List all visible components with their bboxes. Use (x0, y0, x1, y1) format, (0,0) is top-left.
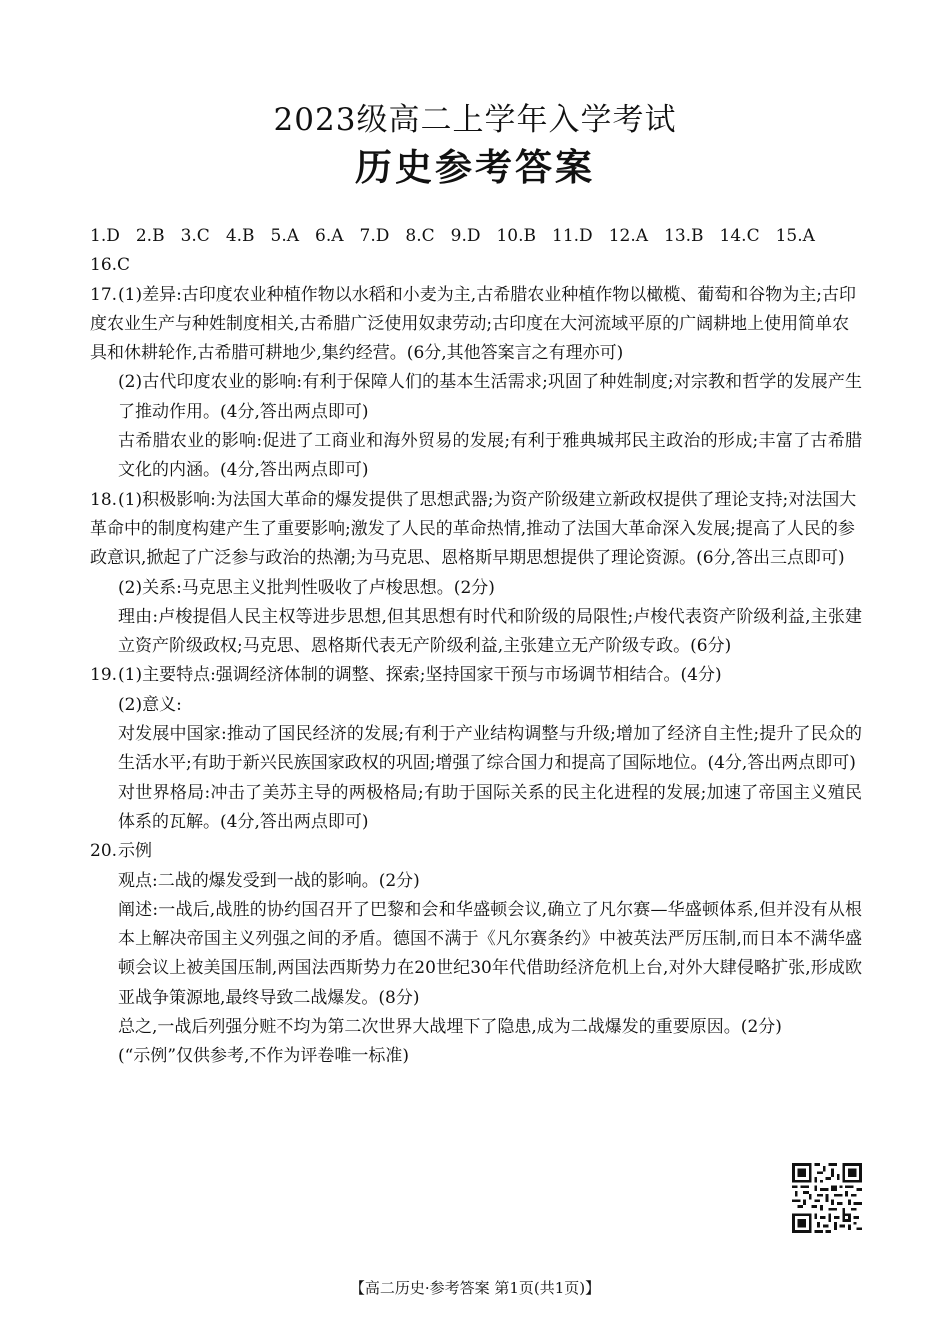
choice-answer: 6.A (315, 226, 344, 246)
q19-part4: 对世界格局:冲击了美苏主导的两极格局;有助于国际关系的民主化进程的发展;加速了帝国主义殖民体系的瓦解。(4分,答出两点即可) (118, 782, 862, 832)
question-number: 19. (90, 665, 118, 686)
question-number: 20. (90, 841, 118, 862)
choice-answer: 11.D (552, 226, 593, 246)
q19-part2: (2)意义: (118, 694, 182, 715)
question-18 (90, 486, 862, 574)
page-title: 2023级高二上学年入学考试 (273, 102, 677, 138)
q19-part3: 对发展中国家:推动了国民经济的发展;有利于产业结构调整与升级;增加了经济自主性;提升了民众的生活水平;有助于新兴民族国家政权的巩固;增强了综合国力和提高了国际地位。(4分,答出两点即可) (118, 724, 862, 774)
choice-answer: 13.B (664, 226, 704, 246)
question-number: 17. (90, 284, 118, 305)
q17-part2: (2)古代印度农业的影响:有利于保障人们的基本生活需求;巩固了种姓制度;对宗教和哲学的发展产生了推动作用。(4分,答出两点即可) (118, 372, 862, 422)
q18-part2: (2)关系:马克思主义批判性吸收了卢梭思想。(2分) (118, 577, 495, 598)
page-footer: 【高二历史·参考答案 第1页(共1页)】 (349, 1279, 601, 1297)
choice-answer: 10.B (496, 226, 537, 246)
choice-answer: 5.A (270, 226, 300, 246)
q17-part3: 古希腊农业的影响:促进了工商业和海外贸易的发展;有利于雅典城邦民主政治的形成;丰富了古希腊文化的内涵。(4分,答出两点即可) (118, 431, 862, 481)
q20-note: (“示例”仅供参考,不作为评卷唯一标准) (118, 1046, 410, 1067)
qr-code-icon (792, 1163, 862, 1233)
q20-label: 示例 (118, 841, 152, 862)
choice-answer: 1.D (90, 226, 120, 246)
choice-answer: 2.B (135, 226, 165, 246)
choice-answer: 3.C (180, 226, 210, 246)
q20-part3: 总之,一战后列强分赃不均为第二次世界大战埋下了隐患,成为二战爆发的重要原因。(2分) (118, 1017, 782, 1038)
question-20 (90, 837, 862, 866)
choice-answer: 16.C (90, 255, 131, 276)
choice-answer: 12.A (608, 226, 648, 246)
q20-part2: 阐述:一战后,战胜的协约国召开了巴黎和会和华盛顿会议,确立了凡尔赛—华盛顿体系,但并没有从根本上解决帝国主义列强之间的矛盾。德国不满于《凡尔赛条约》中被英法严厉压制,而日本不满华盛顿会议上被美国压制,两国法西斯势力在20世纪30年代借助经济危机上台,对外大肆侵略扩张,形成欧亚战争策源地,最终导致二战爆发。(8分) (118, 899, 862, 1008)
question-19 (90, 661, 862, 690)
answer-content (90, 222, 862, 1072)
page-subtitle: 历史参考答案 (355, 146, 595, 189)
choice-answer: 8.C (405, 226, 435, 246)
choice-answers (90, 222, 862, 281)
choice-answer: 4.B (225, 226, 255, 246)
q18-part1-text: (1)积极影响:为法国大革命的爆发提供了思想武器;为资产阶级建立新政权提供了理论支持;对法国大革命中的制度构建产生了重要影响;激发了人民的革命热情,推动了法国大革命深入发展;提高了人民的参政意识,掀起了广泛参与政治的热潮;为马克思、恩格斯早期思想提供了理论资源。(6分,答出三点即可) (90, 489, 857, 569)
q20-part1: 观点:二战的爆发受到一战的影响。(2分) (118, 870, 420, 891)
choice-answer: 9.D (450, 226, 481, 246)
choice-answer: 15.A (775, 226, 815, 246)
q18-part3: 理由:卢梭提倡人民主权等进步思想,但其思想有时代和阶级的局限性;卢梭代表资产阶级利益,主张建立资产阶级政权;马克思、恩格斯代表无产阶级利益,主张建立无产阶级专政。(6分) (118, 606, 862, 657)
question-17 (90, 281, 862, 369)
q17-part1-text: (1)差异:古印度农业种植作物以水稻和小麦为主,古希腊农业种植作物以橄榄、葡萄和谷物为主;古印度农业生产与种姓制度相关,古希腊广泛使用奴隶劳动;古印度在大河流域平原的广阔耕地上使用简单农具和休耕轮作,古希腊可耕地少,集约经营。(6分,其他答案言之有理亦可) (90, 284, 856, 364)
choice-answer: 7.D (359, 226, 390, 246)
question-number: 18. (90, 489, 118, 510)
q19-part1-text: (1)主要特点:强调经济体制的调整、探索;坚持国家干预与市场调节相结合。(4分) (118, 665, 722, 686)
choice-answer: 14.C (719, 226, 760, 246)
